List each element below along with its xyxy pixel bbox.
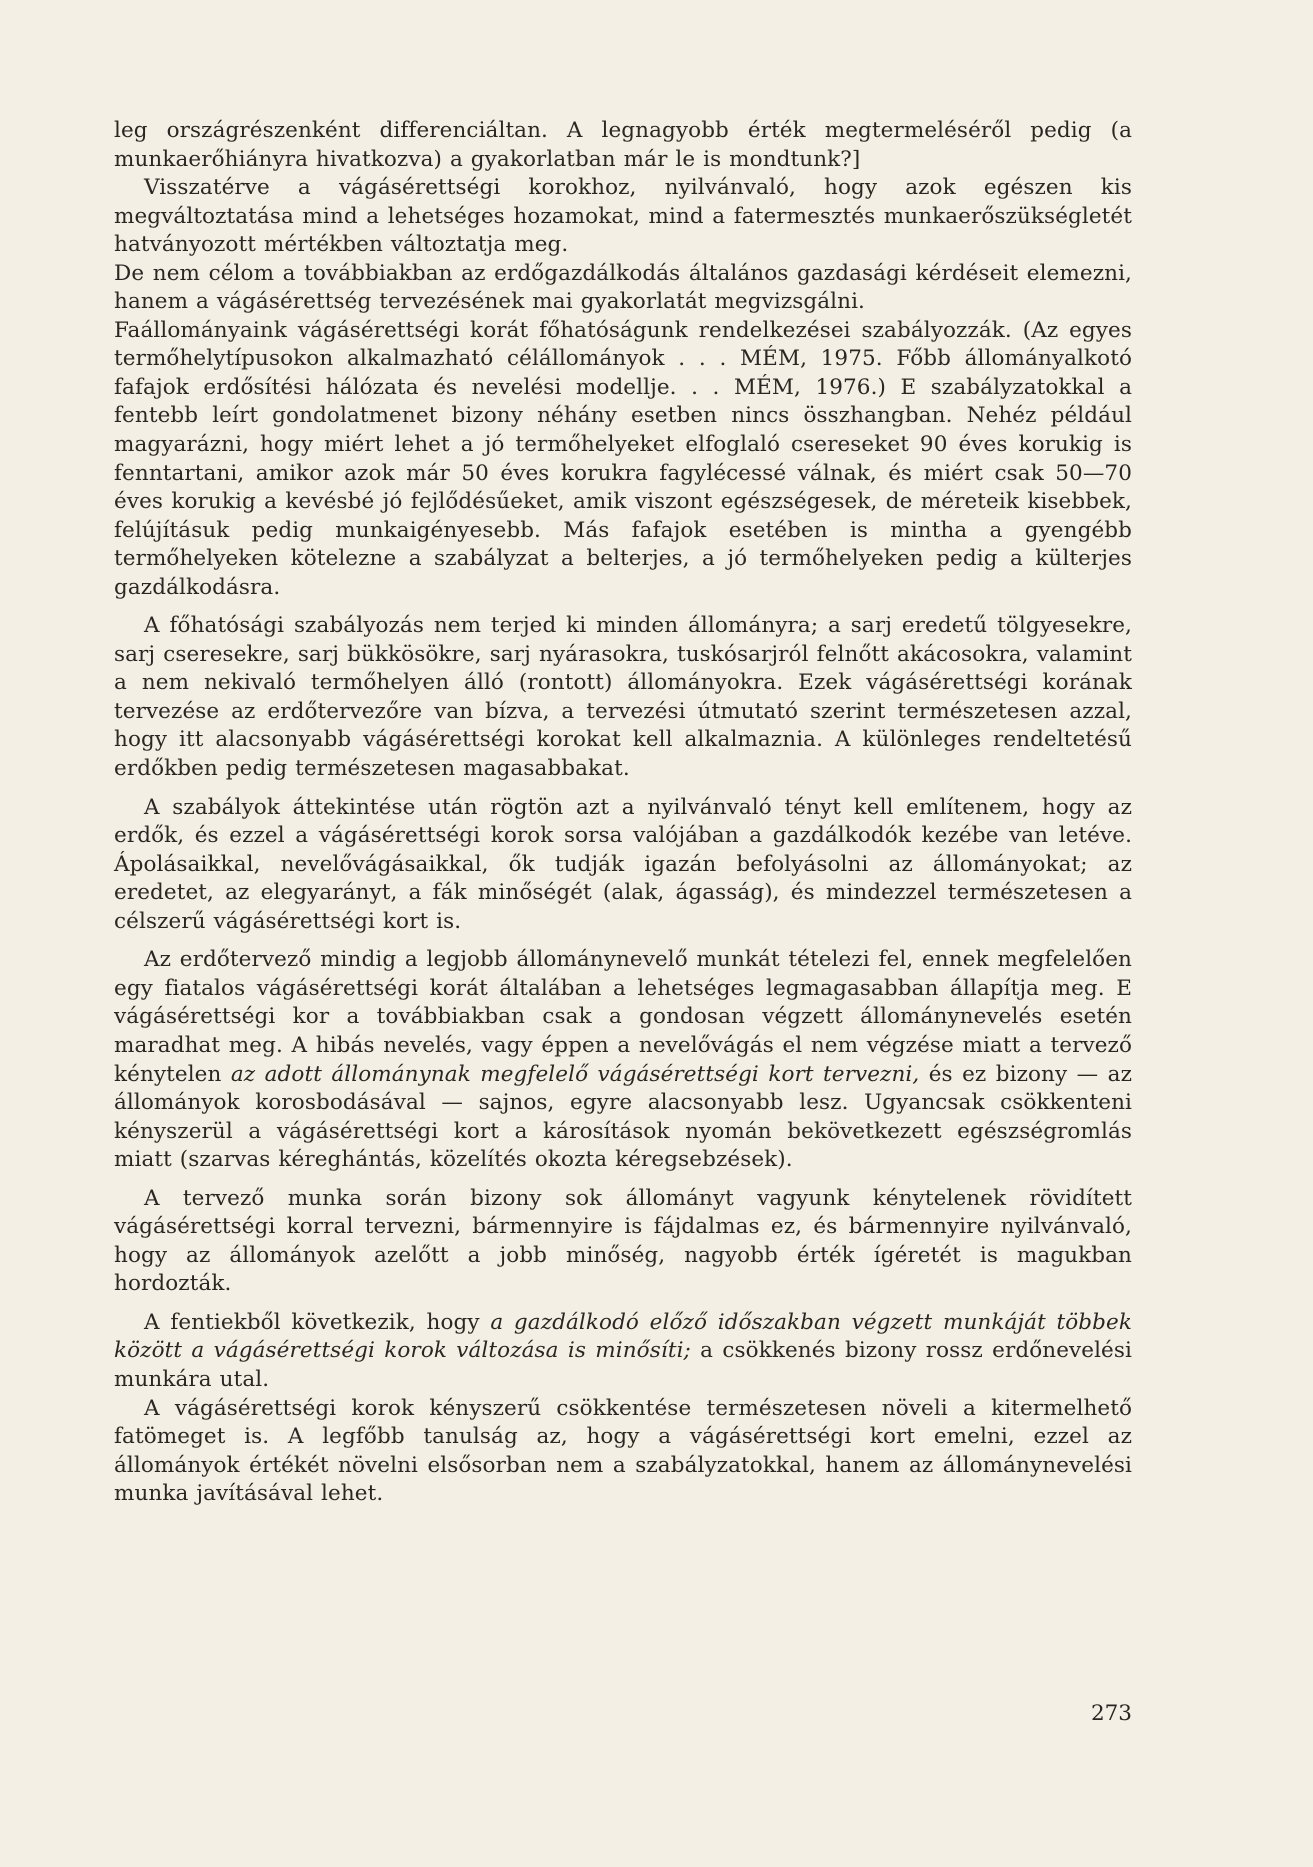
paragraph: [114, 946, 1132, 1174]
paragraph: [114, 1309, 1132, 1395]
text-run: és ez bizony — az állományok korosbodásával — sajnos, egyre alacsonyabb lesz. Ugyancsak csökkenteni kényszerül a vágásérettségi kort a károsítások nyomán bekövetkezett egészségromlás miatt (szarvas kéreghántás, közelítés okozta kéregsebzések).: [114, 1061, 1132, 1173]
paragraph: [114, 317, 1132, 602]
paragraph: [114, 794, 1132, 937]
text-run: Az erdőtervező mindig a legjobb állománynevelő munkát tételezi fel, ennek megfelelően egy fiatalos vágásérettségi korát általában a lehetséges legmagasabban állapítja meg. E vágásérettségi kor a továbbiakban csak a gondosan végzett állománynevelés esetén maradhat meg. A hibás nevelés, vagy éppen a nevelővágás el nem végzése miatt a tervező kénytelen: [114, 947, 1132, 1087]
emphasized-text: az adott állománynak megfelelő vágásérettségi kort tervezni,: [230, 1061, 920, 1087]
text-run: A fentiekből következik, hogy: [144, 1309, 491, 1335]
page-number: 273: [1090, 1701, 1132, 1726]
text-run: a csökkenés bizony rossz erdőnevelési munkára utal.: [114, 1338, 1132, 1392]
paragraph: [114, 260, 1132, 317]
paragraph: [114, 1395, 1132, 1509]
text-run: Faállományaink vágásérettségi korát főhatóságunk rendelkezései szabályozzák. (Az egyes termőhelytípusokon alkalmazható célállományok . . . MÉM, 1975. Főbb állományalkotó fafajok erdősítési hálózata és nevelési modellje. . . MÉM, 1976.) E szabályzatokkal a fentebb leírt gondolatmenet bizony néhány esetben nincs összhangban. Nehéz például magyarázni, hogy miért lehet a jó termőhelyeket elfoglaló csereseket 90 éves korukig is fenntartani, amikor azok már 50 éves korukra fagylécessé válnak, és miért csak 50—70 éves korukig a kevésbé jó fejlődésűeket, amik viszont egészségesek, de méreteik kisebbek, felújításuk pedig munkaigényesebb. Más fafajok esetében is mintha a gyengébb termőhelyeken kötelezne a szabályzat a belterjes, a jó termőhelyeken pedig a külterjes gazdálkodásra.: [114, 317, 1132, 600]
text-run: A szabályok áttekintése után rögtön azt a nyilvánvaló tényt kell említenem, hogy az erdők, és ezzel a vágásérettségi korok sorsa valójában a gazdálkodók kezébe van letéve. Ápolásaikkal, nevelővágásaikkal, ők tudják igazán befolyásolni az állományokat; az eredetet, az elegyarányt, a fák minőségét (alak, ágasság), és mindezzel természetesen a célszerű vágásérettségi kort is.: [114, 794, 1132, 934]
text-run: A főhatósági szabályozás nem terjed ki minden állományra; a sarj eredetű tölgyesekre, sarj cseresekre, sarj bükkösökre, sarj nyárasokra, tuskósarjról felnőtt akácosokra, valamint a nem nekivaló termőhelyen álló (rontott) állományokra. Ezek vágásérettségi korának tervezése az erdőtervezőre van bízva, a tervezési útmutató szerint természetesen azzal, hogy itt alacsonyabb vágásérettségi korokat kell alkalmaznia. A különleges rendeltetésű erdőkben pedig természetesen magasabbakat.: [114, 613, 1132, 782]
text-run: Visszatérve a vágásérettségi korokhoz, nyilvánvaló, hogy azok egészen kis megváltoztatása mind a lehetséges hozamokat, mind a fatermesztés munkaerőszükségletét hatványozott mértékben változtatja meg.: [114, 175, 1132, 258]
text-run: A tervező munka során bizony sok állományt vagyunk kénytelenek rövidített vágásérettségi korral tervezni, bármennyire is fájdalmas ez, és bármennyire nyilvánvaló, hogy az állományok azelőtt a jobb minőség, nagyobb érték ígéretét is magukban hordozták.: [114, 1185, 1132, 1297]
text-run: leg országrészenként differenciáltan. A legnagyobb érték megtermeléséről pedig (a munkaerőhiányra hivatkozva) a gyakorlatban már le is mondtunk?]: [114, 118, 1132, 172]
text-run: A vágásérettségi korok kényszerű csökkentése természetesen növeli a kitermelhető fatömeget is. A legfőbb tanulság az, hogy a vágásérettségi kort emelni, ezzel az állományok értékét növelni elsősorban nem a szabályzatokkal, hanem az állománynevelési munka javításával lehet.: [114, 1395, 1132, 1507]
paragraph: [114, 174, 1132, 260]
paragraph: [114, 1185, 1132, 1299]
paragraph: [114, 612, 1132, 783]
emphasized-text: a gazdálkodó előző időszakban végzett munkáját többek között a vágásérettségi korok változása is minősíti;: [114, 1309, 1132, 1364]
text-run: De nem célom a továbbiakban az erdőgazdálkodás általános gazdasági kérdéseit elemezni, hanem a vágásérettség tervezésének mai gyakorlatát megvizsgálni.: [114, 260, 1132, 315]
paragraph: [114, 117, 1132, 174]
body-text: [114, 117, 1132, 1509]
